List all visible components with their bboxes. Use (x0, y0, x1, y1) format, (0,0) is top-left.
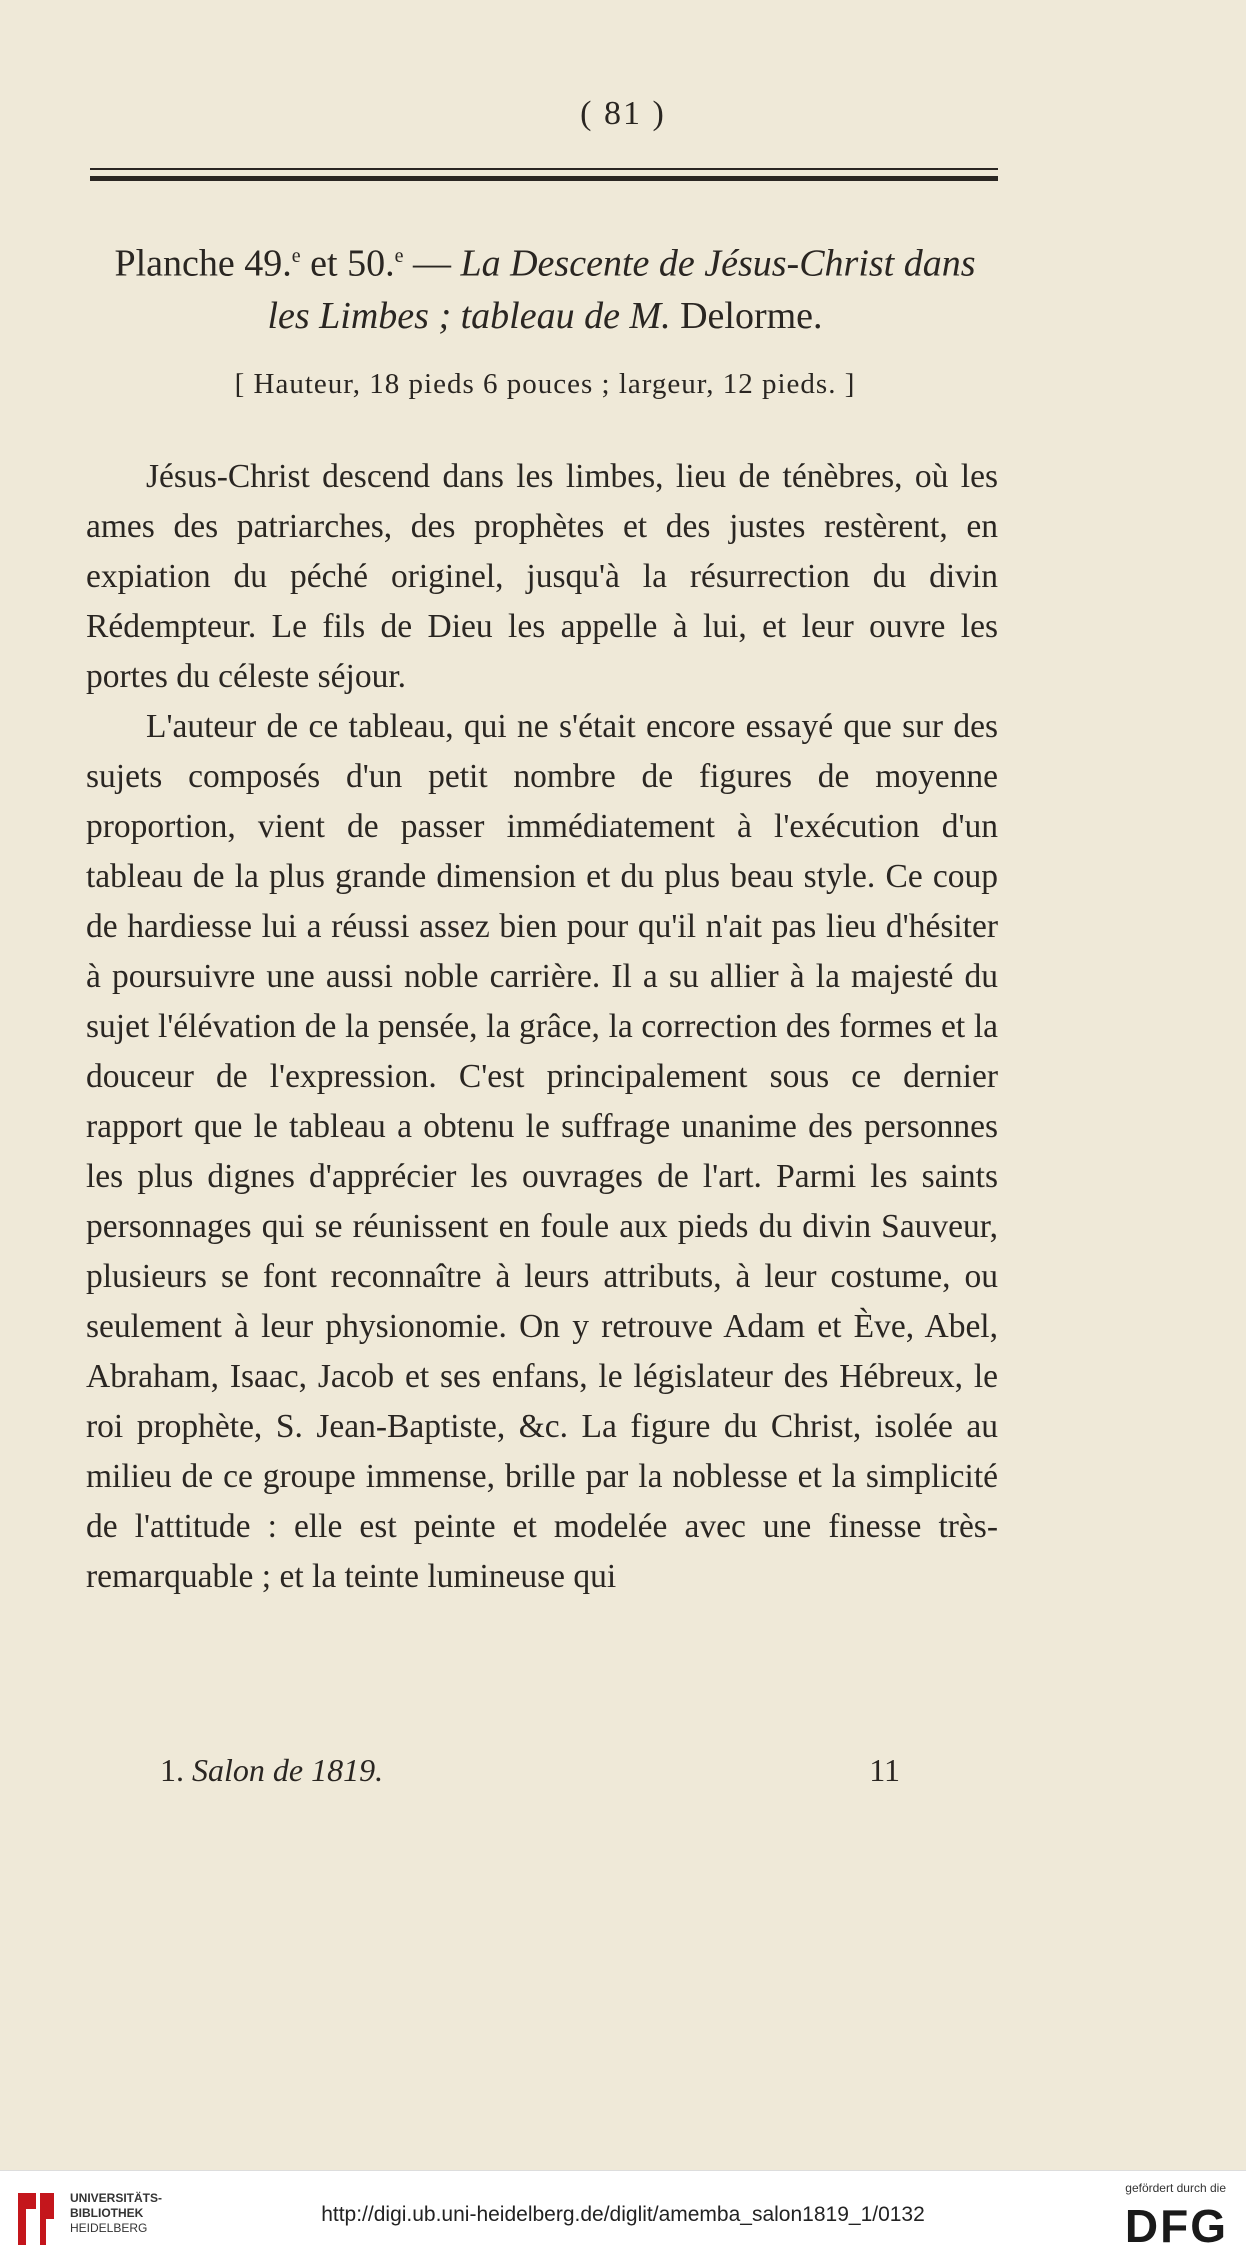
dfg-logo: DFG (1124, 2200, 1228, 2252)
title-italic-1: La Descente de Jésus-Christ dans (460, 242, 976, 285)
viewer-footer-bar (0, 2170, 1246, 2265)
signature-title: Salon de 1819. (192, 1752, 384, 1788)
paragraph: Jésus-Christ descend dans les limbes, lieu de ténèbres, où les ames des patriarches, des prophètes et des justes restèrent, en expiation du péché originel, jusqu'à la résurrection du divin Rédempteur. Le fils de Dieu les appelle à lui, et leur ouvre les portes du céleste séjour. (86, 458, 998, 695)
title-sup: e (291, 245, 301, 267)
title-artist: Delorme. (670, 294, 823, 337)
page-number: ( 81 ) (580, 95, 666, 132)
title-italic-2: les Limbes ; tableau de M. (267, 294, 671, 337)
header-rule-thin (90, 168, 998, 170)
header-rule-thick (90, 176, 998, 181)
funding-label: gefördert durch die (1125, 2181, 1226, 2195)
signature-mark (160, 1752, 383, 1789)
page-footer (160, 1752, 900, 1789)
uni-line: BIBLIOTHEK (70, 2206, 144, 2220)
title-sup: e (394, 245, 404, 267)
permalink-url[interactable]: http://digi.ub.uni-heidelberg.de/diglit/amemba_salon1819_1/0132 (321, 2203, 925, 2226)
uni-line: HEIDELBERG (70, 2221, 148, 2235)
body-text (86, 452, 998, 1602)
uni-line: UNIVERSITÄTS- (70, 2191, 163, 2205)
dimensions-line: [ Hauteur, 18 pieds 6 pouces ; largeur, 12 pieds. ] (234, 368, 856, 400)
paragraph: L'auteur de ce tableau, qui ne s'était encore essayé que sur des sujets composés d'un petit nombre de figures de moyenne proportion, vient de passer immédiatement à l'exécution d'un tableau de la plus grande dimension et du plus beau style. Ce coup de hardiesse lui a réussi assez bien pour qu'il n'ait pas lieu d'hésiter à poursuivre une aussi noble carrière. Il a su allier à la majesté du sujet l'élévation de la pensée, la grâce, la correction des formes et la douceur de l'expression. C'est principalement sous ce dernier rapport que le tableau a obtenu le suffrage unanime des personnes les plus dignes d'apprécier les ouvrages de l'art. Parmi les saints personnages qui se réunissent en foule aux pieds du divin Sauveur, plusieurs se font reconnaître à leurs attributs, à leur costume, ou seulement à leur physionomie. On y retrouve Adam et Ève, Abel, Abraham, Isaac, Jacob et ses enfans, le législateur des Hébreux, le roi prophète, S. Jean-Baptiste, &c. La figure du Christ, isolée au milieu de ce groupe immense, brille par la noblesse et la simplicité de l'attitude : elle est peinte et modelée avec une finesse très-remarquable ; et la teinte lumineuse qui (86, 708, 998, 1595)
signature-prefix: 1. (160, 1752, 192, 1788)
plate-title (80, 230, 1010, 342)
signature-number: 11 (869, 1752, 900, 1788)
title-dash: — (403, 242, 461, 285)
title-plate-number-2: et 50. (300, 242, 395, 285)
title-plate-number: Planche 49. (114, 242, 292, 285)
